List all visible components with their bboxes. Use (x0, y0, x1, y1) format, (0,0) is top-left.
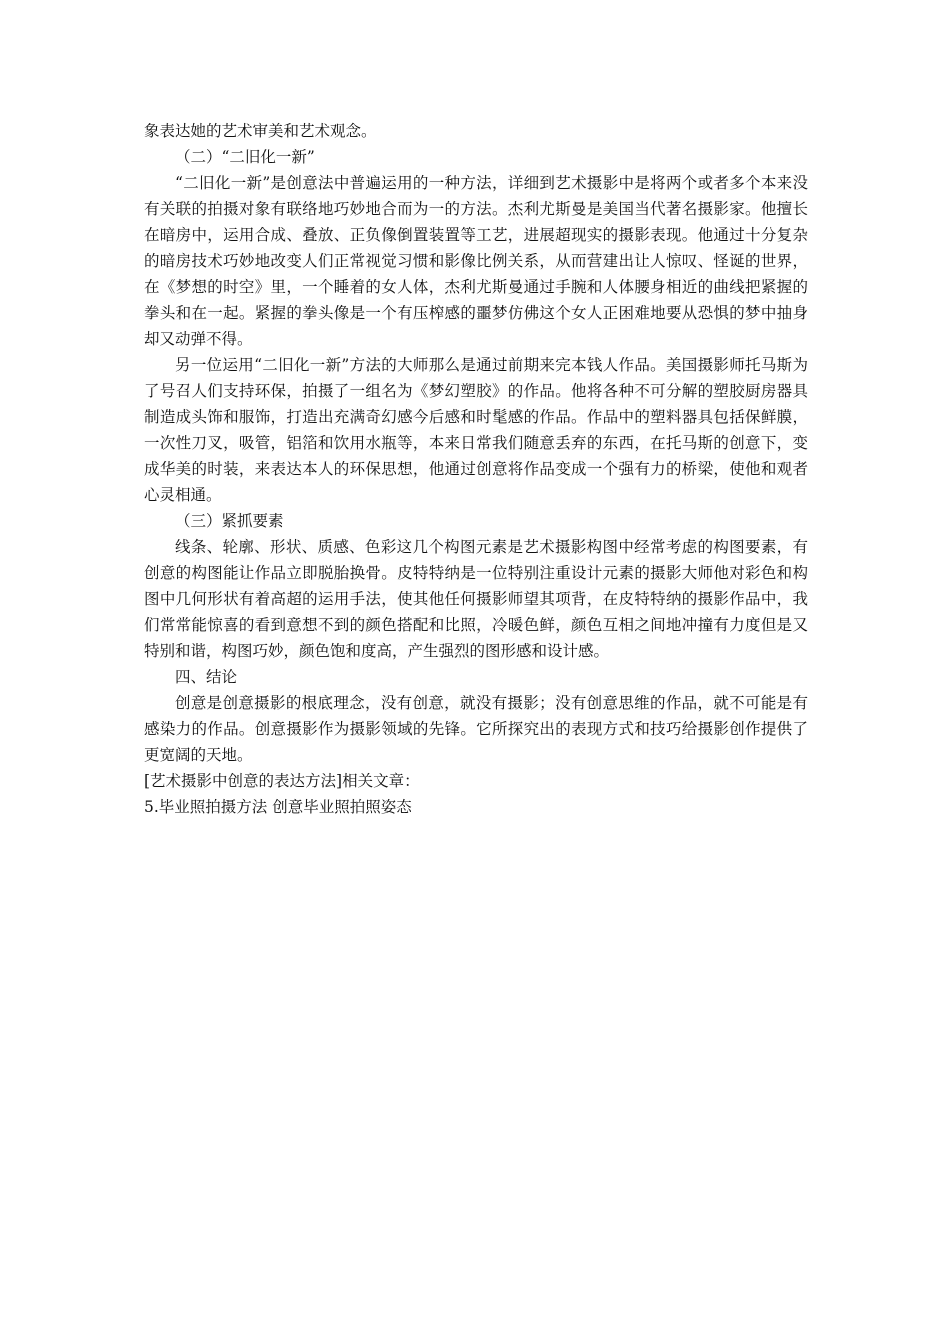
section-heading-two: （二）“二旧化一新” (175, 148, 315, 166)
section-heading-conclusion: 四、结论 (175, 668, 238, 686)
document-body (144, 118, 808, 820)
section-heading-three: （三）紧抓要素 (175, 512, 284, 530)
paragraph-pete-turner: 线条、轮廓、形状、质感、色彩这几个构图元素是艺术摄影构图中经常考虑的构图要素，有创意的构图能让作品立即脱胎换骨。皮特特纳是一位特别注重设计元素的摄影大师他对彩色和构图中几何形状有着高超的运用手法，使其他任何摄影师望其项背，在皮特特纳的摄影作品中，我们常常能惊喜的看到意想不到的颜色搭配和比照，冷暖色鲜，颜色互相之间地冲撞有力度但是又特别和谐，构图巧妙，颜色饱和度高，产生强烈的图形感和设计感。 (144, 538, 808, 660)
paragraph-conclusion: 创意是创意摄影的根底理念，没有创意，就没有摄影；没有创意思维的作品，就不可能是有感染力的作品。创意摄影作为摄影领域的先锋。它所探究出的表现方式和技巧给摄影创作提供了更宽阔的天地。 (144, 694, 808, 764)
related-article-link[interactable]: 5.毕业照拍摄方法 创意毕业照拍照姿态 (144, 798, 412, 816)
paragraph-thomas: 另一位运用“二旧化一新”方法的大师那么是通过前期来完本钱人作品。美国摄影师托马斯为了号召人们支持环保，拍摄了一组名为《梦幻塑胶》的作品。他将各种不可分解的塑胶厨房器具制造成头饰和服饰，打造出充满奇幻感今后感和时髦感的作品。作品中的塑料器具包括保鲜膜，一次性刀叉，吸管，铝箔和饮用水瓶等，本来日常我们随意丢弃的东西，在托马斯的创意下，变成华美的时装，来表达本人的环保思想，他通过创意将作品变成一个强有力的桥梁，使他和观者心灵相通。 (144, 356, 808, 504)
paragraph-jerry-uelsmann: “二旧化一新”是创意法中普遍运用的一种方法，详细到艺术摄影中是将两个或者多个本来没有关联的拍摄对象有联络地巧妙地合而为一的方法。杰利尤斯曼是美国当代著名摄影家。他擅长在暗房中，运用合成、叠放、正负像倒置装置等工艺，进展超现实的摄影表现。他通过十分复杂的暗房技术巧妙地改变人们正常视觉习惯和影像比例关系，从而营建出让人惊叹、怪诞的世界，在《梦想的时空》里，一个睡着的女人体，杰利尤斯曼通过手腕和人体腰身相近的曲线把紧握的拳头和在一起。紧握的拳头像是一个有压榨感的噩梦仿佛这个女人正困难地要从恐惧的梦中抽身却又动弹不得。 (144, 174, 808, 348)
paragraph-continuation: 象表达她的艺术审美和艺术观念。 (144, 122, 377, 140)
related-articles-heading: [艺术摄影中创意的表达方法]相关文章： (144, 772, 420, 790)
